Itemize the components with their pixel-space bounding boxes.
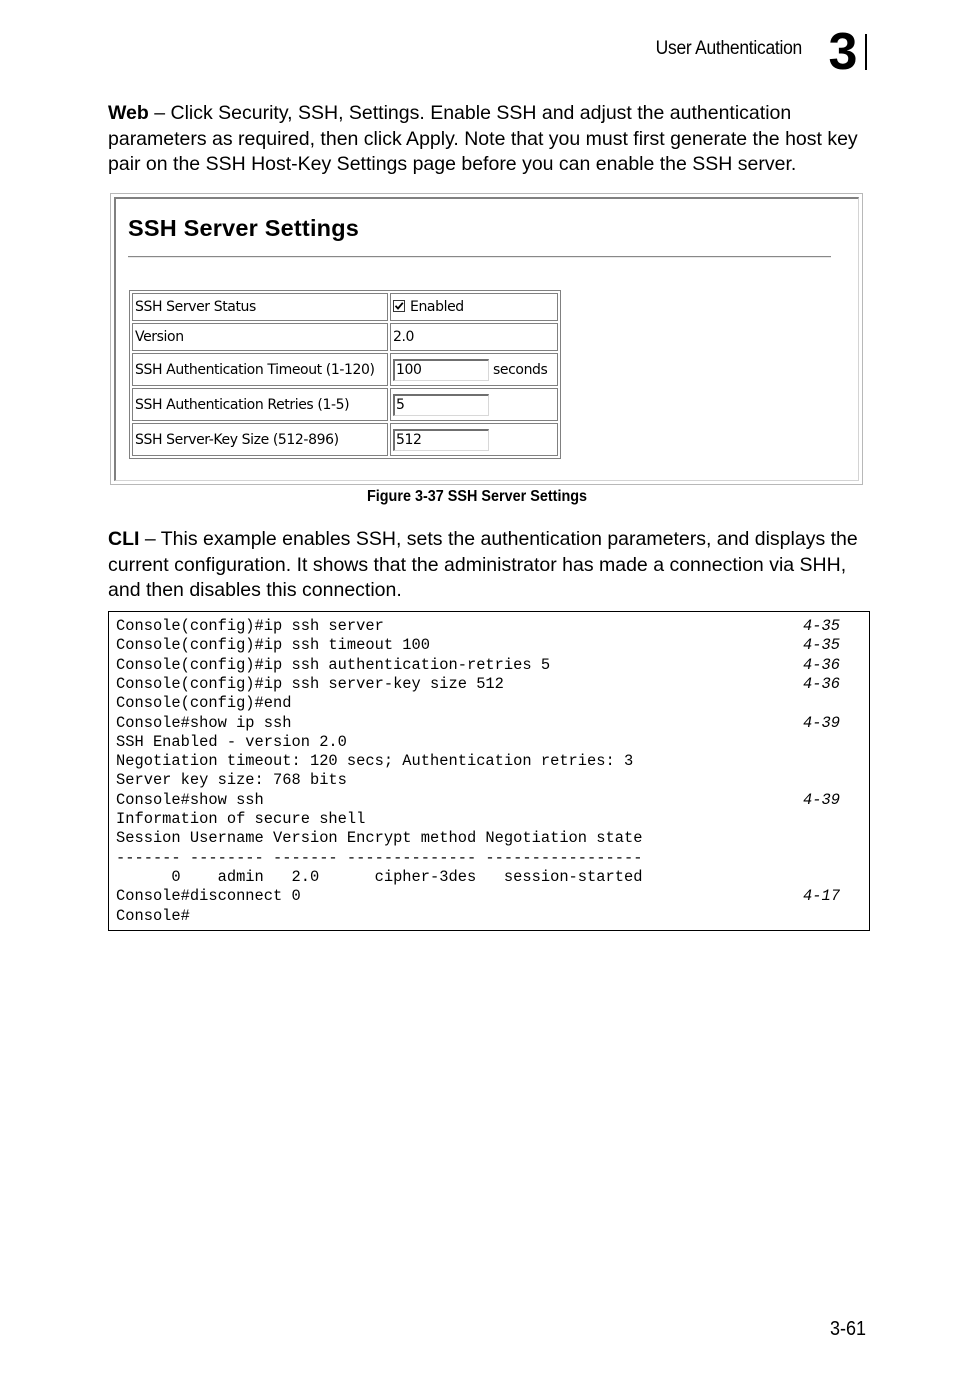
- code-text: Console#disconnect 0: [116, 887, 301, 906]
- page-reference: 4-35: [803, 636, 840, 655]
- page-reference: 4-39: [803, 790, 840, 809]
- code-text: Session Username Version Encrypt method Negotiation state: [116, 829, 643, 848]
- cli-instructions: [108, 527, 878, 604]
- panel-title: SSH Server Settings: [128, 215, 360, 241]
- label-auth-retries: SSH Authentication Retries (1-5): [132, 388, 388, 421]
- code-text: Console#: [116, 906, 190, 925]
- figure-caption: Figure 3-37 SSH Server Settings: [366, 488, 588, 505]
- row-auth-retries: [132, 388, 558, 421]
- server-key-size-cell: [390, 423, 558, 456]
- settings-table: [129, 290, 561, 459]
- web-text: – Click Security, SSH, Settings. Enable SSH and adjust the authentication parameters as required, then click Apply. Note that you must first generate the host key pair on the SSH Host-Key Settings page before you can enable the SSH server.: [108, 102, 858, 175]
- cli-example-box: [108, 611, 870, 931]
- code-text: Console#show ssh: [116, 790, 264, 809]
- code-text: Console(config)#end: [116, 694, 292, 713]
- auth-retries-input[interactable]: 5: [393, 394, 489, 416]
- auth-timeout-cell: [390, 353, 558, 386]
- label-auth-timeout: SSH Authentication Timeout (1-120): [132, 353, 388, 386]
- server-key-size-input[interactable]: 512: [393, 429, 489, 451]
- code-text: Server key size: 768 bits: [116, 771, 347, 790]
- auth-retries-cell: [390, 388, 558, 421]
- code-text: Console#show ip ssh: [116, 713, 292, 732]
- section-title: User Authentication: [655, 38, 802, 59]
- code-text: 0 admin 2.0 cipher-3des session-started: [116, 867, 643, 886]
- cli-lead: CLI: [108, 528, 140, 550]
- checkmark-icon: [394, 301, 404, 311]
- page-reference: 4-36: [803, 655, 840, 674]
- code-line: [116, 868, 858, 887]
- code-line: [116, 714, 858, 733]
- ssh-enable-cell: [390, 293, 558, 321]
- code-line: [116, 907, 858, 926]
- code-line: [116, 791, 858, 810]
- code-text: Console(config)#ip ssh server-key size 512: [116, 674, 504, 693]
- code-line: [116, 810, 858, 829]
- code-line: [116, 694, 858, 713]
- code-line: [116, 675, 858, 694]
- auth-timeout-input[interactable]: 100: [393, 359, 489, 381]
- label-ssh-server-status: SSH Server Status: [132, 293, 388, 321]
- title-divider: [128, 256, 831, 258]
- code-line: [116, 887, 858, 906]
- screenshot-panel: [114, 197, 859, 481]
- row-auth-timeout: [132, 353, 558, 386]
- page-reference: 4-39: [803, 713, 840, 732]
- code-line: [116, 636, 858, 655]
- page-reference: 4-35: [803, 617, 840, 635]
- enabled-label: Enabled: [410, 299, 464, 315]
- cli-text: – This example enables SSH, sets the authentication parameters, and displays the current configuration. It shows that the administrator has made a connection via SHH, and then disables this connection.: [108, 528, 858, 601]
- code-line: [116, 771, 858, 790]
- label-version: Version: [132, 323, 388, 351]
- page-reference: 4-17: [803, 887, 840, 906]
- web-instructions: [108, 101, 878, 178]
- row-server-key-size: [132, 423, 558, 456]
- web-lead: Web: [108, 102, 149, 124]
- row-version: [132, 323, 558, 351]
- header-divider: [865, 34, 867, 70]
- code-text: SSH Enabled - version 2.0: [116, 732, 347, 751]
- code-line: [116, 656, 858, 675]
- code-text: Console(config)#ip ssh server: [116, 617, 384, 635]
- ssh-settings-screenshot: [110, 193, 863, 485]
- code-line: [116, 849, 858, 868]
- code-text: Negotiation timeout: 120 secs; Authentication retries: 3: [116, 752, 634, 771]
- code-line: [116, 617, 858, 636]
- chapter-number: 3: [828, 23, 858, 81]
- code-text: ------- -------- ------- -------------- -----------------: [116, 848, 643, 867]
- code-line: [116, 752, 858, 771]
- row-ssh-server-status: [132, 293, 558, 321]
- page-number: 3-61: [829, 1318, 866, 1340]
- code-line: [116, 829, 858, 848]
- code-text: Information of secure shell: [116, 810, 366, 828]
- version-value: 2.0: [390, 323, 558, 351]
- timeout-unit: seconds: [493, 361, 548, 378]
- code-text: Console(config)#ip ssh authentication-retries 5: [116, 655, 551, 674]
- page-reference: 4-36: [803, 674, 840, 693]
- label-server-key-size: SSH Server-Key Size (512-896): [132, 423, 388, 456]
- enabled-checkbox[interactable]: [393, 300, 405, 312]
- code-line: [116, 733, 858, 752]
- code-text: Console(config)#ip ssh timeout 100: [116, 636, 431, 655]
